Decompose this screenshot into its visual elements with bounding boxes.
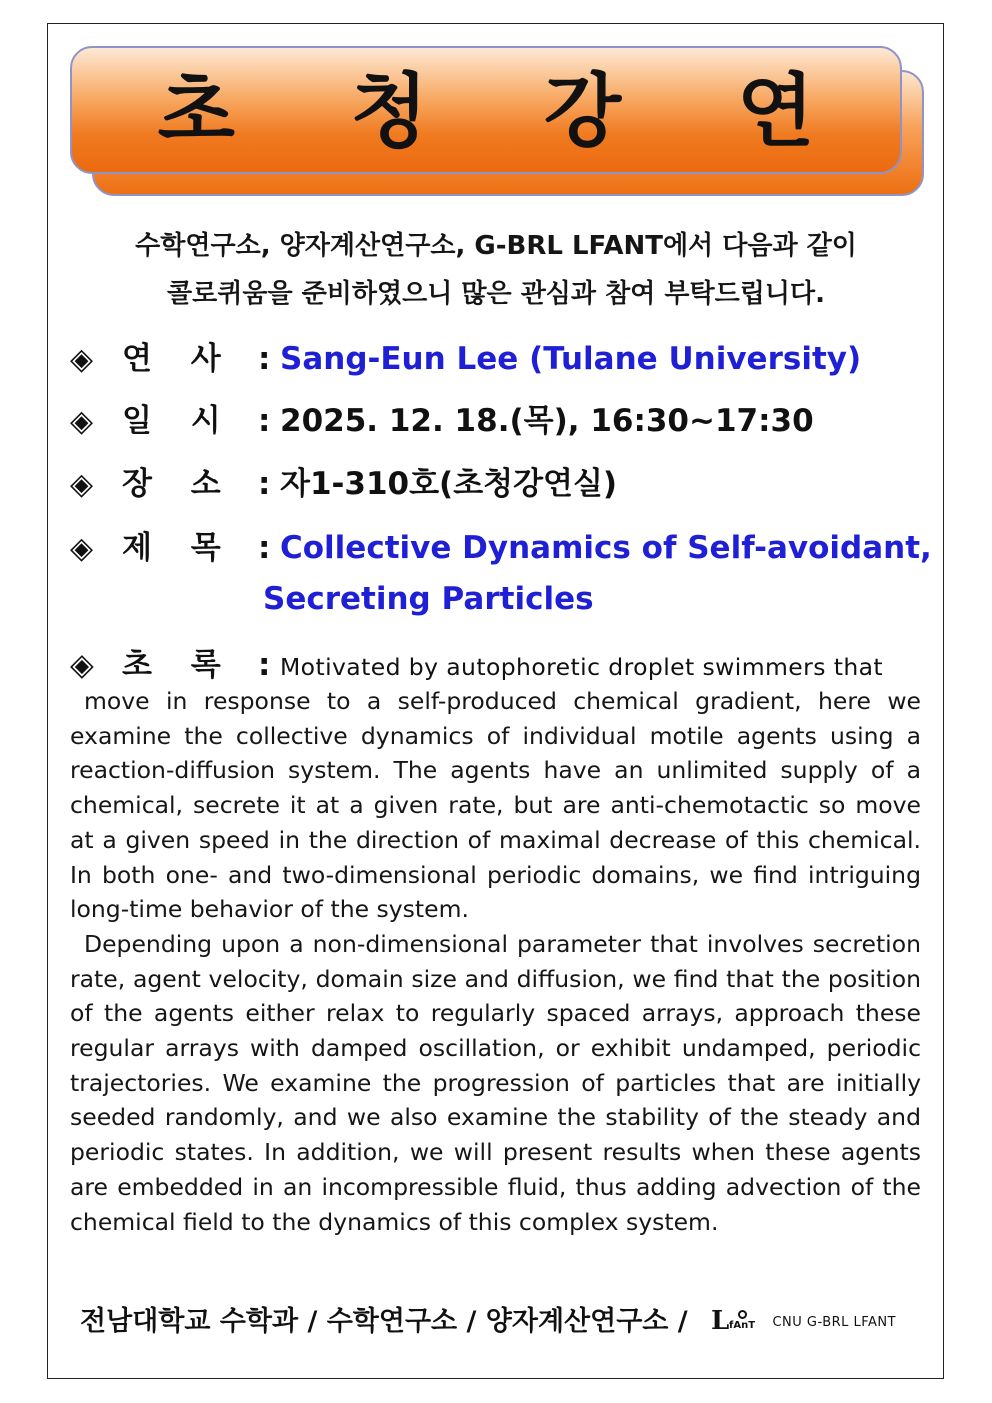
- diamond-bullet-icon: ◈: [70, 531, 94, 566]
- abstract-body: [70, 684, 921, 1239]
- colon: :: [258, 403, 271, 439]
- colon: :: [258, 530, 271, 566]
- diamond-bullet-icon: ◈: [70, 467, 94, 502]
- diamond-bullet-icon: ◈: [70, 342, 94, 377]
- footer: [80, 1300, 930, 1345]
- logo-sub: fAnT: [729, 1319, 756, 1331]
- talk-title-line-2: Secreting Particles: [263, 581, 594, 617]
- datetime-label: 일 시: [122, 403, 235, 439]
- page-title: 초 청 강 연: [157, 65, 859, 158]
- intro-line-2: 콜로퀴움을 준비하였으니 많은 관심과 참여 부탁드립니다.: [167, 279, 825, 309]
- footer-orgs: 전남대학교 수학과 / 수학연구소 / 양자계산연구소 /: [80, 1306, 688, 1337]
- diamond-bullet-icon: ◈: [70, 647, 94, 683]
- title-banner: [70, 46, 902, 174]
- colon: :: [258, 647, 271, 683]
- abstract-first-line: Motivated by autophoretic droplet swimmers that: [280, 653, 884, 681]
- colon: :: [258, 466, 271, 502]
- location-label: 장 소: [122, 466, 235, 502]
- logo-ring-icon: [738, 1310, 747, 1319]
- speaker-label: 연 사: [122, 341, 235, 377]
- talk-title-line-1: Collective Dynamics of Self-avoidant,: [280, 530, 932, 566]
- speaker-row: [70, 334, 930, 385]
- abstract-paragraph-1: move in response to a self-produced chemical gradient, here we examine the collective dynamics of individual motile agents using a reaction-diffusion system. The agents have an unlimited supply of a chemical, secrete it at a given rate, but are anti-chemotactic so move at a given speed in the direction of maximal decrease of this chemical. In both one- and two-dimensional periodic domains, we find intriguing long-time behavior of the system.: [70, 687, 921, 924]
- title-label: 제 목: [122, 530, 235, 566]
- colon: :: [258, 341, 271, 377]
- abstract-paragraph-2: Depending upon a non-dimensional parameter that involves secretion rate, agent velocity, domain size and diffusion, we find that the position of the agents either relax to regularly spaced arrays, approach these regular arrays with damped oscillation, or exhibit undamped, periodic trajectories. We examine the progression of particles that are initially seeded randomly, and we also examine the stability of the steady and periodic states. In addition, we will present results when these agents are embedded in an incompressible fluid, thus adding advection of the chemical field to the dynamics of this complex system.: [70, 929, 921, 1236]
- logo-text: CNU G-BRL LFANT: [772, 1314, 897, 1330]
- abstract-label: 초 록: [122, 647, 235, 683]
- logo-mark: L: [711, 1305, 730, 1336]
- location-value: 자1-310호(초청강연실): [280, 466, 618, 502]
- intro-line-1: 수학연구소, 양자계산연구소, G-BRL LFANT에서 다음과 같이: [135, 231, 857, 261]
- intro-text: [70, 222, 922, 318]
- datetime-value: 2025. 12. 18.(목), 16:30~17:30: [280, 403, 814, 439]
- datetime-row: [70, 396, 930, 447]
- diamond-bullet-icon: ◈: [70, 404, 94, 439]
- speaker-value: Sang-Eun Lee (Tulane University): [280, 341, 862, 377]
- title-row: [70, 523, 930, 574]
- lfant-logo: [711, 1305, 763, 1338]
- location-row: [70, 459, 930, 510]
